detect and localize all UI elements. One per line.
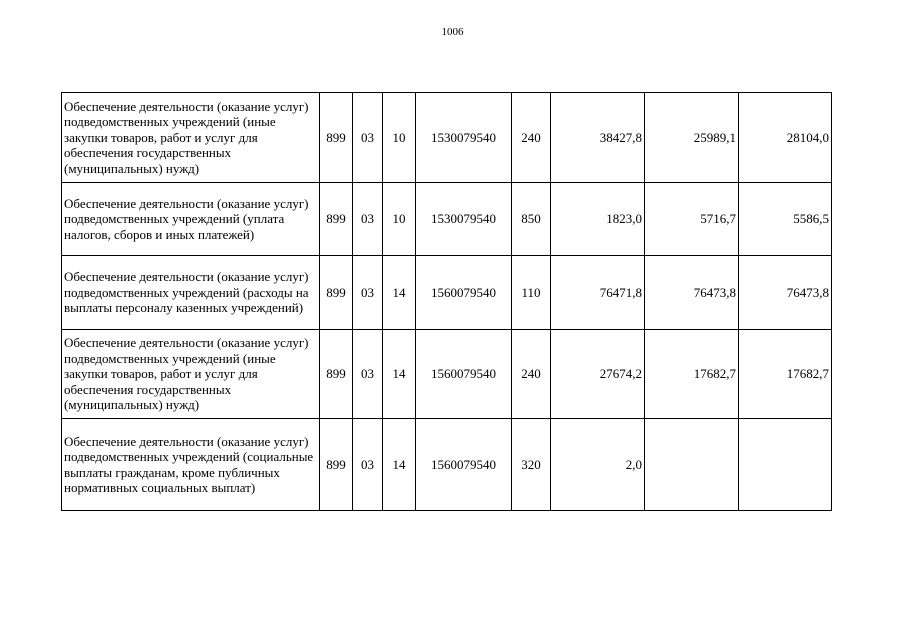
target-article-code-cell: 1560079540: [416, 330, 512, 419]
department-code-cell: 899: [320, 330, 353, 419]
subsection-code-cell: 14: [383, 419, 416, 511]
subsection-code-cell: 10: [383, 93, 416, 183]
target-article-code-cell: 1530079540: [416, 93, 512, 183]
section-code-cell: 03: [353, 330, 383, 419]
expense-name-cell: Обеспечение деятельности (оказание услуг) подведомственных учреждений (иные закупки товаров, работ и услуг для обеспечения государственных (муниципальных) нужд): [62, 330, 320, 419]
department-code-cell: 899: [320, 419, 353, 511]
amount-3-cell: 17682,7: [739, 330, 832, 419]
amount-1-cell: 27674,2: [551, 330, 645, 419]
department-code-cell: 899: [320, 256, 353, 330]
expense-name-cell: Обеспечение деятельности (оказание услуг) подведомственных учреждений (социальные выплаты гражданам, кроме публичных нормативных социальных выплат): [62, 419, 320, 511]
target-article-code-cell: 1560079540: [416, 419, 512, 511]
subsection-code-cell: 14: [383, 256, 416, 330]
amount-3-cell: 28104,0: [739, 93, 832, 183]
page-number: 1006: [441, 26, 464, 38]
amount-2-cell: 5716,7: [645, 183, 739, 256]
expense-type-code-cell: 240: [512, 93, 551, 183]
amount-1-cell: 1823,0: [551, 183, 645, 256]
amount-1-cell: 2,0: [551, 419, 645, 511]
target-article-code-cell: 1560079540: [416, 256, 512, 330]
expense-name-cell: Обеспечение деятельности (оказание услуг) подведомственных учреждений (расходы на выплаты персоналу казенных учреждений): [62, 256, 320, 330]
expense-name-cell: Обеспечение деятельности (оказание услуг) подведомственных учреждений (иные закупки товаров, работ и услуг для обеспечения государственных (муниципальных) нужд): [62, 93, 320, 183]
budget-table: [61, 92, 832, 511]
amount-1-cell: 76471,8: [551, 256, 645, 330]
expense-name-cell: Обеспечение деятельности (оказание услуг) подведомственных учреждений (уплата налогов, сборов и иных платежей): [62, 183, 320, 256]
section-code-cell: 03: [353, 419, 383, 511]
subsection-code-cell: 14: [383, 330, 416, 419]
table-row: [62, 256, 832, 330]
amount-1-cell: 38427,8: [551, 93, 645, 183]
table-row: [62, 419, 832, 511]
section-code-cell: 03: [353, 93, 383, 183]
table-row: [62, 93, 832, 183]
expense-type-code-cell: 320: [512, 419, 551, 511]
table-row: [62, 183, 832, 256]
amount-2-cell: 17682,7: [645, 330, 739, 419]
subsection-code-cell: 10: [383, 183, 416, 256]
section-code-cell: 03: [353, 256, 383, 330]
target-article-code-cell: 1530079540: [416, 183, 512, 256]
amount-2-cell: 76473,8: [645, 256, 739, 330]
amount-2-cell: [645, 419, 739, 511]
amount-3-cell: 76473,8: [739, 256, 832, 330]
department-code-cell: 899: [320, 183, 353, 256]
amount-2-cell: 25989,1: [645, 93, 739, 183]
expense-type-code-cell: 240: [512, 330, 551, 419]
table-row: [62, 330, 832, 419]
amount-3-cell: 5586,5: [739, 183, 832, 256]
department-code-cell: 899: [320, 93, 353, 183]
expense-type-code-cell: 110: [512, 256, 551, 330]
amount-3-cell: [739, 419, 832, 511]
expense-type-code-cell: 850: [512, 183, 551, 256]
section-code-cell: 03: [353, 183, 383, 256]
